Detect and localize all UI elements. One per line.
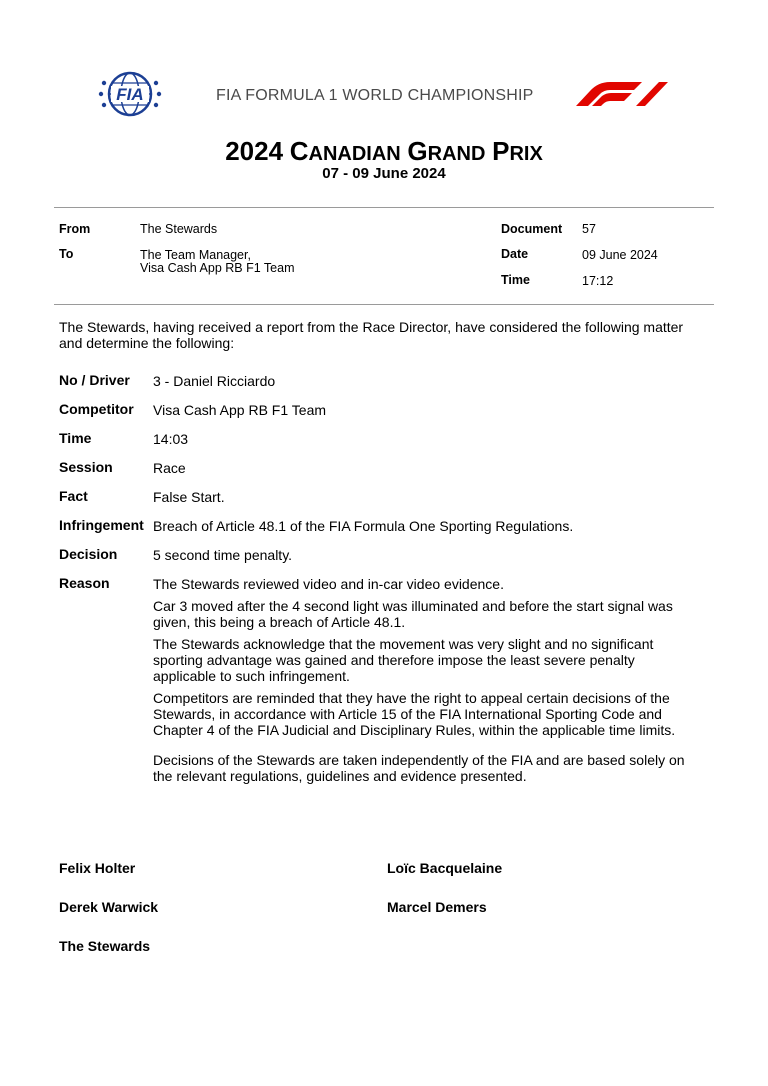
fact-value: False Start. bbox=[153, 489, 225, 505]
session-label: Session bbox=[59, 459, 113, 475]
divider-bottom bbox=[54, 304, 714, 305]
time-row-value: 14:03 bbox=[153, 431, 189, 447]
date-value: 09 June 2024 bbox=[582, 248, 658, 262]
championship-title: FIA FORMULA 1 WORLD CHAMPIONSHIP bbox=[216, 87, 534, 104]
document-value: 57 bbox=[582, 222, 596, 236]
session-value: Race bbox=[153, 460, 186, 476]
reason-paragraph: Decisions of the Stewards are taken independently of the FIA and are based solely on the relevant regulations, guidelines and evidence presented. bbox=[153, 752, 685, 784]
date-label: Date bbox=[501, 247, 529, 261]
f1-logo bbox=[576, 82, 668, 106]
reason-label: Reason bbox=[59, 575, 110, 591]
time-value: 17:12 bbox=[582, 274, 614, 288]
divider-top bbox=[54, 207, 714, 208]
competitor-value: Visa Cash App RB F1 Team bbox=[153, 402, 327, 418]
competitor-label: Competitor bbox=[59, 401, 134, 417]
steward-name: Marcel Demers bbox=[387, 899, 487, 915]
reason-paragraph: Competitors are reminded that they have the right to appeal certain decisions of the Stewards, in accordance with Article 15 of the FIA International Sporting Code and Chapter 4 of the FIA Judicial and Disciplinary Rules, within the applicable time limits. bbox=[153, 690, 676, 738]
infringement-value: Breach of Article 48.1 of the FIA Formula One Sporting Regulations. bbox=[153, 518, 574, 534]
intro-text: The Stewards, having received a report from the Race Director, have considered the following matter and determine the following: bbox=[59, 319, 684, 351]
stewards-signoff: The Stewards bbox=[59, 938, 151, 954]
from-label: From bbox=[59, 222, 91, 236]
from-value: The Stewards bbox=[140, 222, 218, 236]
time-row-label: Time bbox=[59, 430, 92, 446]
fia-logo-text: FIA bbox=[116, 85, 144, 104]
reason-paragraph: The Stewards reviewed video and in-car video evidence. bbox=[153, 576, 504, 592]
steward-name: Derek Warwick bbox=[59, 899, 159, 915]
steward-name: Felix Holter bbox=[59, 860, 136, 876]
steward-name: Loïc Bacquelaine bbox=[387, 860, 503, 876]
to-label: To bbox=[59, 247, 74, 261]
no-driver-label: No / Driver bbox=[59, 372, 130, 388]
event-dates: 07 - 09 June 2024 bbox=[322, 165, 446, 182]
reason-paragraph: The Stewards acknowledge that the movement was very slight and no significant sporting advantage was gained and therefore impose the least severe penalty applicable to such infringement. bbox=[153, 636, 654, 684]
reason-paragraph: Car 3 moved after the 4 second light was illuminated and before the start signal was given, this being a breach of Article 48.1. bbox=[153, 598, 673, 630]
to-value-line1: The Team Manager, bbox=[140, 248, 251, 262]
time-label: Time bbox=[501, 273, 530, 287]
event-title: 2024 CANADIAN GRAND PRIX bbox=[225, 136, 543, 166]
to-value-line2: Visa Cash App RB F1 Team bbox=[140, 261, 295, 275]
decision-value: 5 second time penalty. bbox=[153, 547, 293, 563]
fact-label: Fact bbox=[59, 488, 88, 504]
infringement-label: Infringement bbox=[59, 517, 144, 533]
fia-logo bbox=[98, 71, 162, 117]
decision-label: Decision bbox=[59, 546, 118, 562]
document-label: Document bbox=[501, 222, 563, 236]
reason-text bbox=[153, 576, 701, 790]
no-driver-value: 3 - Daniel Ricciardo bbox=[153, 373, 276, 389]
